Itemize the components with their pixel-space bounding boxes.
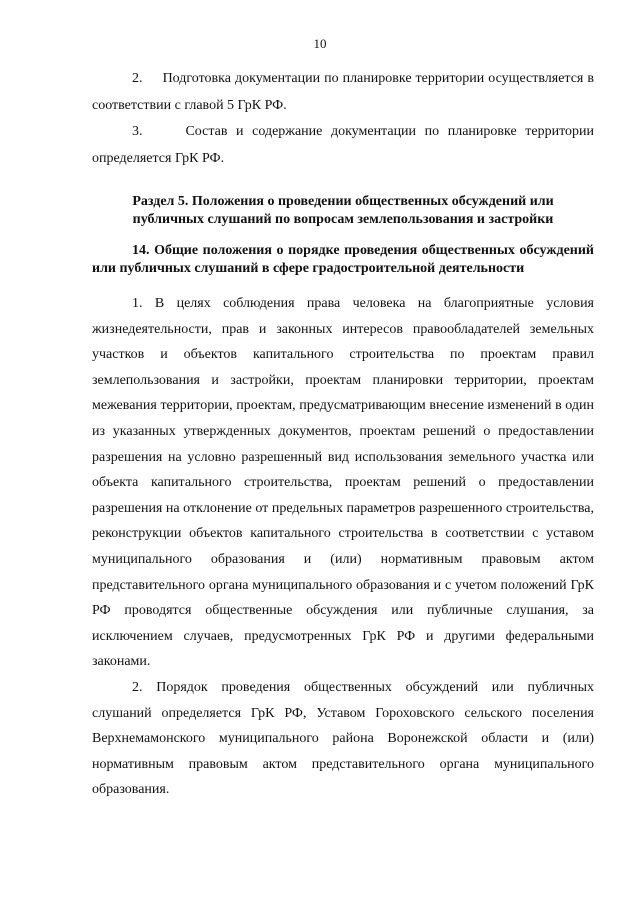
section-title: Раздел 5. Положения о проведении общественных обсуждений или публичных слушаний по вопросам землепользования и застройки	[132, 194, 554, 227]
article-title: 14. Общие положения о порядке проведения общественных обсуждений или публичных слушаний в сфере градостроительной деятельности	[92, 243, 594, 276]
intro-item-3: 3. Состав и содержание документации по планировке территории определяется ГрК РФ.	[92, 124, 594, 166]
page-number: 10	[313, 36, 327, 51]
document-content	[92, 66, 594, 803]
intro-item-2: 2. Подготовка документации по планировке территории осуществляется в соответствии с главой 5 ГрК РФ.	[92, 71, 594, 113]
body-paragraph-2: 2. Порядок проведения общественных обсуждений или публичных слушаний определяется ГрК РФ, Уставом Гороховского сельского поселения Верхнемамонского муниципального района Воронежской области и (или) нормативным правовым актом представительного органа муниципального образования.	[92, 679, 594, 798]
body-paragraph-1: 1. В целях соблюдения права человека на благоприятные условия жизнедеятельности, прав и законных интересов правообладателей земельных участков и объектов капитального строительства по проектам правил землепользования и застройки, проектам планировки территории, проектам межевания территории, проектам, предусматривающим внесение изменений в один из указанных утвержденных документов, проектам решений о предоставлении разрешения на условно разрешенный вид использования земельного участка или объекта капитального строительства, проектам решений о предоставлении разрешения на отклонение от предельных параметров разрешенного строительства, реконструкции объектов капитального строительства в соответствии с уставом муниципального образования и (или) нормативным правовым актом представительного органа муниципального образования и с учетом положений ГрК РФ проводятся общественные обсуждения или публичные слушания, за исключением случаев, предусмотренных ГрК РФ и другими федеральными законами.	[92, 296, 594, 670]
